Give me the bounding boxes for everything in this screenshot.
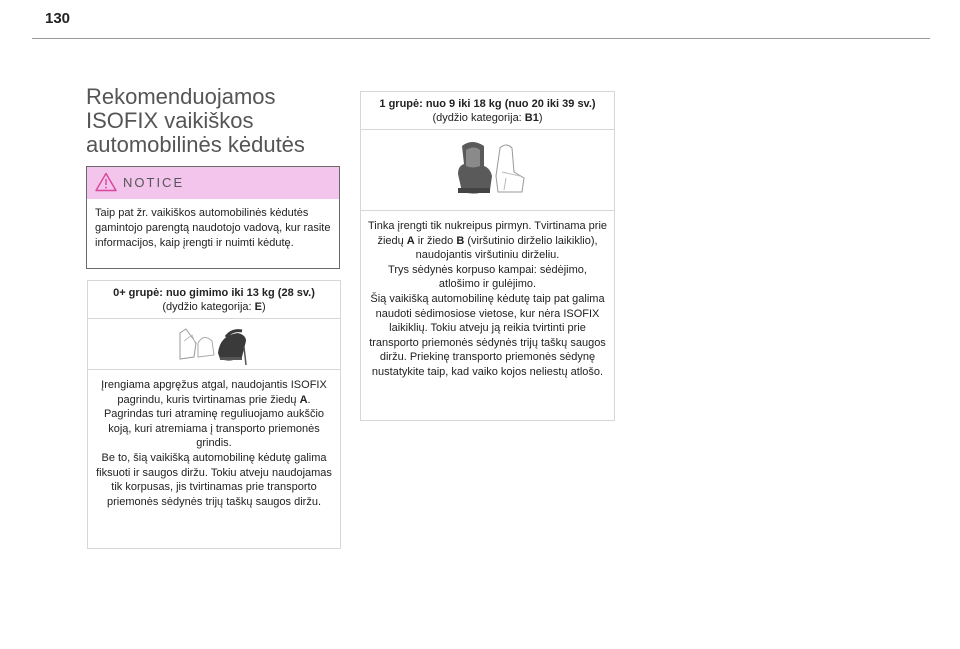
group-1-size-value: B1 — [524, 112, 539, 124]
warning-triangle-icon — [95, 172, 117, 192]
group-1-size: (dydžio kategorija: B1) — [432, 112, 543, 124]
child-seat-icon — [448, 138, 528, 202]
group-0-description — [88, 370, 340, 517]
group-1-header — [361, 92, 614, 130]
notice-title: NOTICE — [123, 175, 185, 190]
group-1-title: 1 grupė: nuo 9 iki 18 kg (nuo 20 iki 39 sv.) — [379, 98, 596, 110]
section-heading: Rekomenduojamos ISOFIX vaikiškos automobilinės kėdutės — [86, 84, 305, 157]
group-1-seat-card — [360, 91, 615, 421]
group-0-paragraph-3: Be to, šią vaikišką automobilinę kėdutę galima fiksuoti ir saugos diržu. Tokiu atveju naudojamas tik korpusas, jis tvirtinamas prie transporto priemonės sėdynės trijų taškų saugos diržu. — [96, 451, 332, 508]
group-1-paragraph-2: Trys sėdynės korpuso kampai: sėdėjimo, atlošimo ir gulėjimo. — [388, 263, 587, 291]
group-0-paragraph-1: Įrengiama apgręžus atgal, naudojantis ISOFIX pagrindu, kuris tvirtinamas prie žiedų A. — [101, 379, 327, 406]
notice-text: Taip pat žr. vaikiškos automobilinės kėdutės gamintojo parengtą naudotojo vadovą, kur rasite informacijos, kaip įrengti ir nuimti kėdutę. — [95, 207, 331, 249]
header-divider — [32, 38, 930, 39]
group-0-seat-image — [88, 319, 340, 370]
group-1-seat-image — [361, 130, 614, 211]
group-0-title: 0+ grupė: nuo gimimo iki 13 kg (28 sv.) — [113, 287, 315, 299]
group-0-seat-card — [87, 280, 341, 549]
group-1-paragraph-1: Tinka įrengti tik nukreipus pirmyn. Tvirtinama prie žiedų A ir žiedo B (viršutinio dirželio laikiklio), naudojantis viršutiniu dirželiu. — [367, 220, 608, 262]
group-1-paragraph-3: Šią vaikišką automobilinę kėdutę taip pat galima naudoti sėdimosiose vietose, kur nėra ISOFIX laikiklių. Tokiu atveju ją reikia tvirtinti prie transporto priemonės sėdynės trijų taškų saugos diržu. Priekinę transporto priemonės sėdynę nustatykite taip, kad vaiko kojos neliestų atlošo. — [369, 292, 606, 378]
group-0-size: (dydžio kategorija: E) — [162, 301, 266, 313]
notice-box — [86, 166, 340, 269]
page-number: 130 — [45, 10, 71, 27]
group-0-paragraph-2: Pagrindas turi atraminę reguliuojamo aukščio koją, kuri atremiama į transporto priemonės grindis. — [103, 408, 325, 450]
infant-carrier-icon — [174, 323, 254, 367]
group-1-description — [361, 211, 614, 388]
group-0-header — [88, 281, 340, 319]
group-0-size-value: E — [254, 301, 262, 313]
notice-header — [87, 167, 339, 199]
